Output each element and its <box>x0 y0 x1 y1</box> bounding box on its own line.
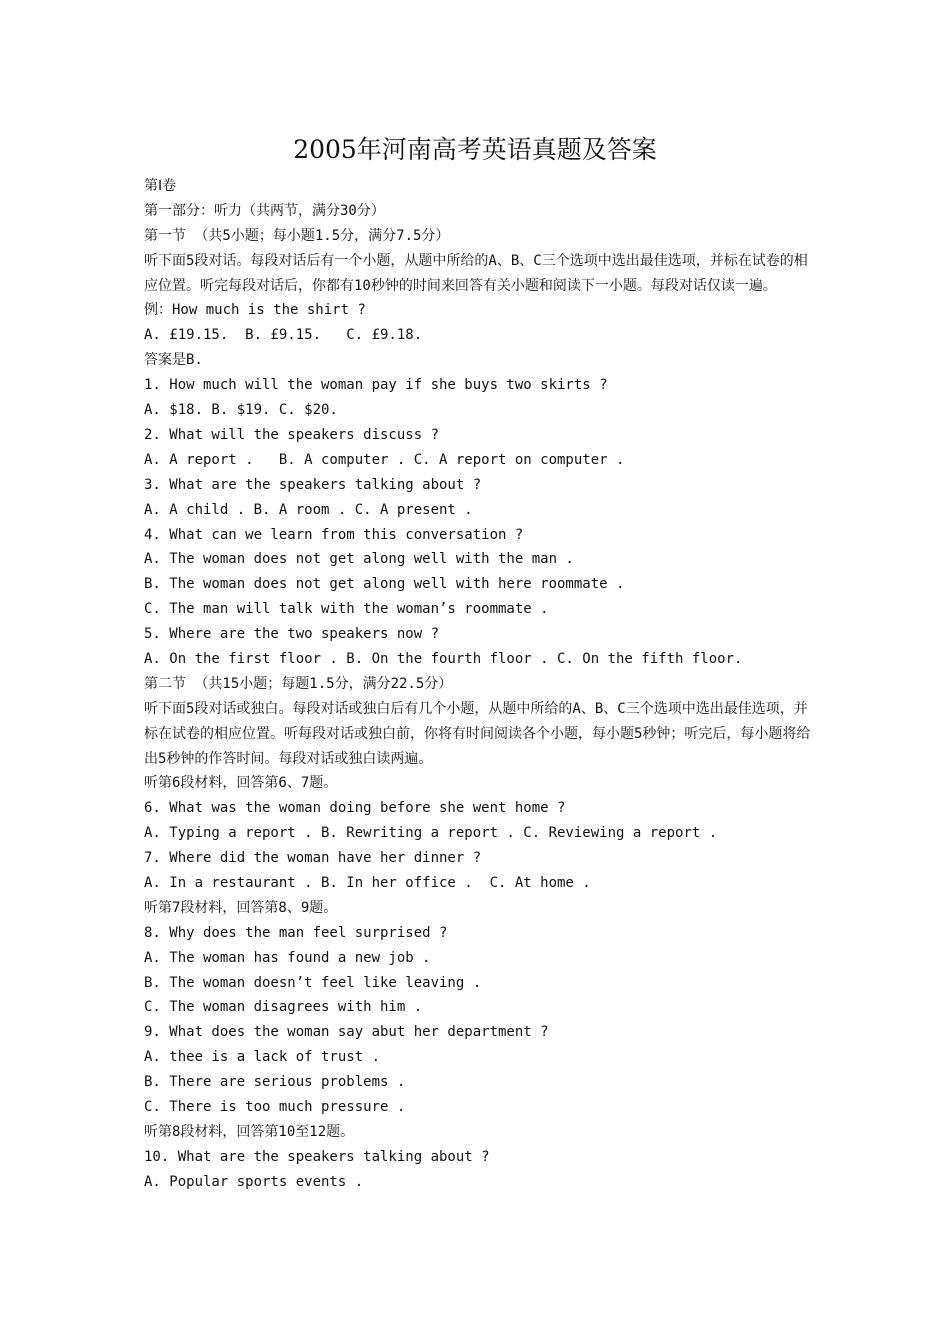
text-line: A. Typing a report . B. Rewriting a report . C. Reviewing a report . <box>144 825 718 842</box>
text-line: 9. What does the woman say abut her department ? <box>144 1024 549 1041</box>
text-line: A. £19.15. B. £9.15. C. £9.18. <box>144 327 423 344</box>
text-line: A. A child . B. A room . C. A present . <box>144 501 473 518</box>
text-line: 3. What are the speakers talking about ? <box>144 476 482 493</box>
text-line: C. The woman disagrees with him . <box>144 999 423 1016</box>
text-line: B. There are serious problems . <box>144 1074 406 1091</box>
text-line: 例：How much is the shirt ? <box>144 302 366 319</box>
text-line: A. thee is a lack of trust . <box>144 1049 381 1066</box>
text-line: A. On the first floor . B. On the fourth floor . C. On the fifth floor. <box>144 650 743 667</box>
text-line: 4. What can we learn from this conversation ? <box>144 526 524 543</box>
text-line: 2. What will the speakers discuss ? <box>144 426 440 443</box>
text-line: B. The woman doesn’t feel like leaving . <box>144 974 482 991</box>
text-line: 听第6段材料，回答第6、7题。 <box>144 775 338 792</box>
text-line: 听第8段材料，回答第10至12题。 <box>144 1123 355 1140</box>
text-line: 10. What are the speakers talking about ? <box>144 1148 490 1165</box>
document-title: 2005年河南高考英语真题及答案 <box>293 135 657 164</box>
text-line: 7. Where did the woman have her dinner ? <box>144 850 482 867</box>
document-body <box>144 174 812 1195</box>
text-line: A. The woman has found a new job . <box>144 949 431 966</box>
text-line: C. There is too much pressure . <box>144 1099 406 1116</box>
text-line: A. $18. B. $19. C. $20. <box>144 402 338 419</box>
text-line: 第一节 （共5小题；每小题1.5分，满分7.5分） <box>144 227 450 244</box>
text-line: A. The woman does not get along well with the man . <box>144 551 574 568</box>
text-line: 1. How much will the woman pay if she buys two skirts ? <box>144 377 608 394</box>
text-line: 听第7段材料，回答第8、9题。 <box>144 899 338 916</box>
text-line: C. The man will talk with the woman’s roommate . <box>144 601 549 618</box>
text-line: 6. What was the woman doing before she went home ? <box>144 800 566 817</box>
instruction-paragraph: 听下面5段对话或独白。每段对话或独白后有几个小题，从题中所给的A、B、C三个选项中选出最佳选项，并标在试卷的相应位置。听每段对话或独白前，你将有时间阅读各个小题，每小题5秒钟；听完后，每小题将给出5秒钟的作答时间。每段对话或独白读两遍。 <box>144 700 811 767</box>
text-line: 5. Where are the two speakers now ? <box>144 626 440 643</box>
text-line: 第二节 （共15小题；每题1.5分，满分22.5分） <box>144 675 453 692</box>
text-line: 第Ⅰ卷 <box>144 178 177 194</box>
text-line: 答案是B. <box>144 352 203 369</box>
text-line: A. A report . B. A computer . C. A report on computer . <box>144 451 625 468</box>
text-line: 8. Why does the man feel surprised ? <box>144 924 448 941</box>
text-line: A. In a restaurant . B. In her office . C. At home . <box>144 875 591 892</box>
instruction-paragraph: 听下面5段对话。每段对话后有一个小题，从题中所给的A、B、C三个选项中选出最佳选项，并标在试卷的相应位置。听完每段对话后，你都有10秒钟的时间来回答有关小题和阅读下一小题。每段对话仅读一遍。 <box>144 252 808 294</box>
text-line: A. Popular sports events . <box>144 1173 364 1190</box>
text-line: B. The woman does not get along well with here roommate . <box>144 576 625 593</box>
text-line: 第一部分：听力（共两节，满分30分） <box>144 202 385 219</box>
